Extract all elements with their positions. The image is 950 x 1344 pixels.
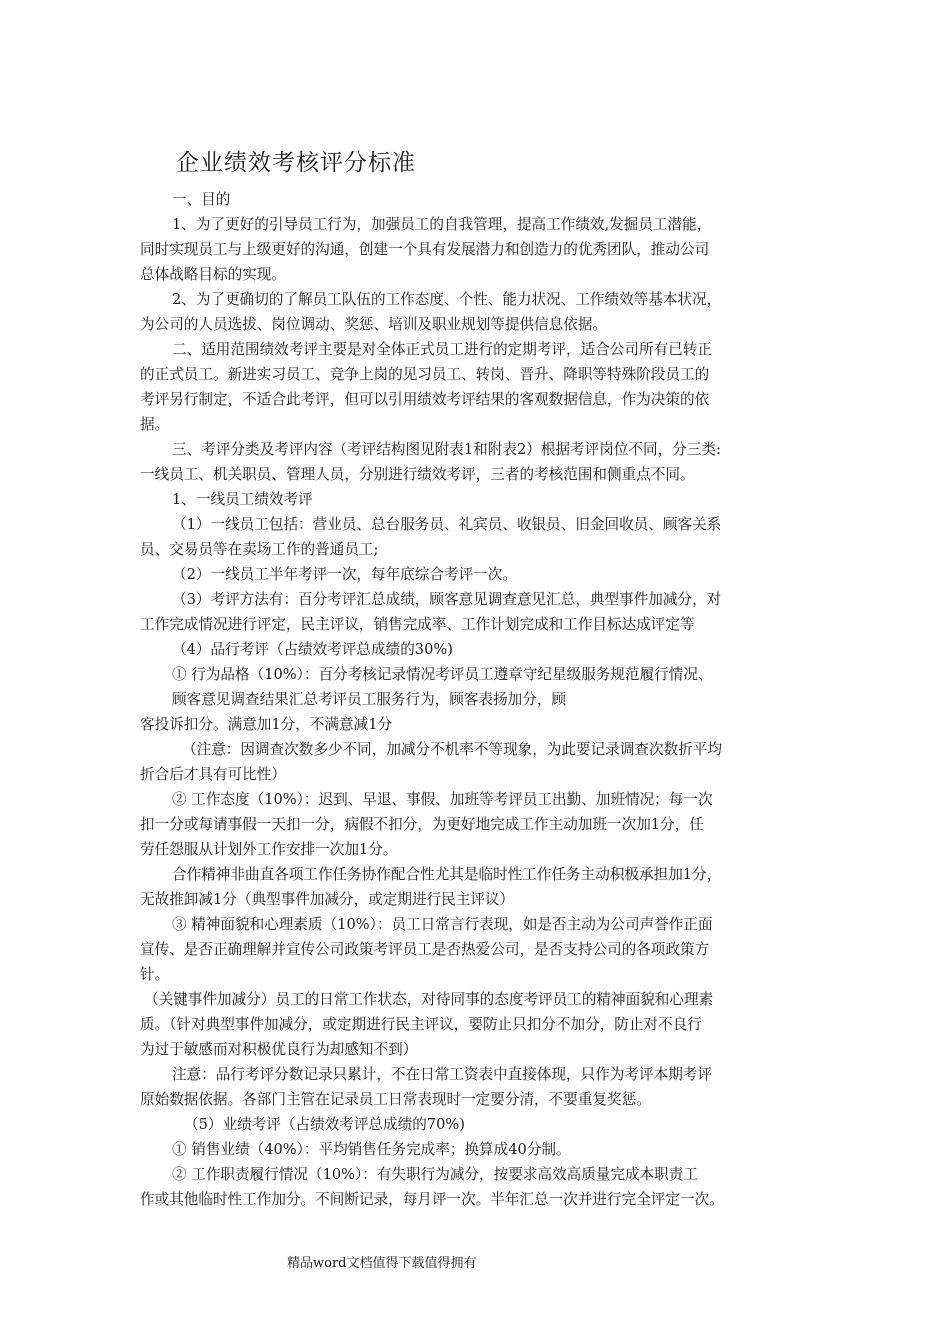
body-line: 同时实现员工与上级更好的沟通，创建一个具有发展潜力和创造力的优秀团队，推动公司 (140, 241, 710, 258)
body-line: 客投诉扣分。满意加1分，不满意减1分 (140, 716, 393, 733)
body-line: 总体战略目标的实现。 (140, 266, 286, 283)
body-line: 折合后才具有可比性） (140, 766, 286, 783)
body-line: ③ 精神面貌和心理素质（10%）：员工日常言行表现，如是否主动为公司声誉作正面 (172, 916, 713, 933)
body-line: 为公司的人员选拔、岗位调动、奖惩、培训及职业规划等提供信息依据。 (140, 316, 608, 333)
body-line: 一、目的 (172, 191, 231, 208)
body-line: 宣传、是否正确理解并宣传公司政策考评员工是否热爱公司，是否支持公司的各项政策方 (140, 941, 710, 958)
body-line: 合作精神非曲直各项工作任务协作配合性尤其是临时性工作任务主动积极承担加1分， (172, 866, 722, 883)
body-line: 二、适用范围绩效考评主要是对全体正式员工进行的定期考评，适合公司所有已转正 (172, 341, 712, 358)
body-line: 的正式员工。新进实习员工、竞争上岗的见习员工、转岗、晋升、降职等特殊阶段员工的 (140, 366, 710, 383)
body-line: 一线员工、机关职员、管理人员，分别进行绩效考评，三者的考核范围和侧重点不同。 (140, 466, 695, 483)
body-line: 为过于敏感而对积极优良行为却感知不到） (140, 1041, 418, 1058)
body-line: 顾客意见调查结果汇总考评员工服务行为，顾客表扬加分，顾 (172, 691, 567, 708)
body-line: ② 工作态度（10%）：迟到、早退、事假、加班等考评员工出勤、加班情况；每一次 (172, 791, 713, 808)
body-line: 1、为了更好的引导员工行为，加强员工的自我管理，提高工作绩效,发掘员工潜能， (172, 216, 712, 233)
body-line: 作或其他临时性工作加分。不间断记录，每月评一次。半年汇总一次并进行完全评定一次。 (140, 1191, 724, 1208)
body-line: 考评另行制定，不适合此考评，但可以引用绩效考评结果的客观数据信息，作为决策的依 (140, 391, 710, 408)
body-line: （2）一线员工半年考评一次，每年底综合考评一次。 (172, 566, 517, 583)
body-line: 注意：品行考评分数记录只累计，不在日常工资表中直接体现，只作为考评本期考评 (172, 1066, 712, 1083)
body-line: 劳任怨服从计划外工作安排一次加1分。 (140, 841, 398, 858)
body-line: 员、交易员等在卖场工作的普通员工; (140, 541, 379, 558)
body-line: 三、考评分类及考评内容（考评结构图见附表1和附表2）根据考评岗位不同，分三类: (172, 441, 721, 458)
body-line: ② 工作职责履行情况（10%）：有失职行为减分，按要求高效高质量完成本职责工 (172, 1166, 698, 1183)
body-line: 针。 (140, 966, 170, 983)
body-line: ① 行为品格（10%）：百分考核记录情况考评员工遵章守纪星级服务规范履行情况、 (172, 666, 713, 683)
body-line: （1）一线员工包括：营业员、总台服务员、礼宾员、收银员、旧金回收员、顾客关系 (172, 516, 722, 533)
body-line: （注意：因调查次数多少不同，加减分不机率不等现象，为此要记录调查次数折平均 (182, 741, 722, 758)
body-line: ① 销售业绩（40%）：平均销售任务完成率；换算成40分制。 (172, 1141, 571, 1158)
body-line: （关键事件加减分）员工的日常工作状态，对待同事的态度考评员工的精神面貌和心理素 (144, 991, 714, 1008)
body-line: 扣一分或每请事假一天扣一分，病假不扣分，为更好地完成工作主动加班一次加1分，任 (140, 816, 704, 833)
page-title: 企业绩效考核评分标准 (176, 150, 416, 176)
page-footer: 精品word文档值得下载值得拥有 (287, 1256, 477, 1271)
body-line: （3）考评方法有：百分考评汇总成绩，顾客意见调查意见汇总，典型事件加减分，对 (172, 591, 722, 608)
body-line: 据。 (140, 416, 170, 433)
body-line: （5）业绩考评（占绩效考评总成绩的70%) (184, 1116, 465, 1133)
body-line: 质。（针对典型事件加减分，或定期进行民主评议，要防止只扣分不加分，防止对不良行 (140, 1016, 702, 1033)
body-line: 2、为了更确切的了解员工队伍的工作态度、个性、能力状况、工作绩效等基本状况， (172, 291, 722, 308)
body-line: 工作完成情况进行评定，民主评议，销售完成率、工作计划完成和工作目标达成评定等 (140, 616, 695, 633)
body-line: 无故推卸减1分（典型事件加减分，或定期进行民主评议） (140, 891, 515, 908)
body-line: 原始数据依据。各部门主管在记录员工日常表现时一定要分清，不要重复奖惩。 (140, 1091, 651, 1108)
body-line: （4）品行考评（占绩效考评总成绩的30%) (172, 641, 453, 658)
body-line: 1、一线员工绩效考评 (172, 491, 313, 508)
